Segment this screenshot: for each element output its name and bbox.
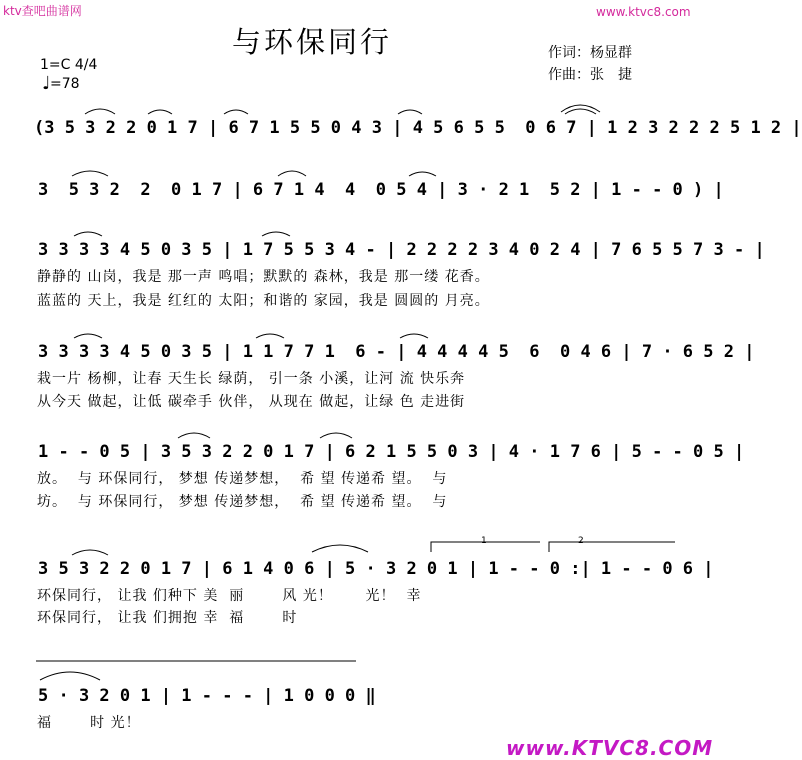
- volta-bracket-first: [431, 542, 540, 552]
- slur-mark: [40, 672, 100, 680]
- slur-mark: [262, 232, 290, 236]
- lyricist-credit: 作词：杨显群: [548, 45, 632, 61]
- notation-row-4: 3 3 3 3 4 5 0 3 5 | 1 1 7 7 1 6 - | 4 4 4 4 5 6 0 4 6 | 7 · 6 5 2 |: [38, 342, 755, 362]
- slur-mark: [256, 334, 284, 338]
- slur-mark: [85, 109, 115, 114]
- slur-mark: [278, 171, 306, 176]
- lyric-row-5-verse-1: 放。 与 环保同行， 梦想 传递梦想， 希 望 传递希 望。 与: [37, 471, 448, 487]
- lyric-row-4-verse-1: 栽一片 杨柳，让春 天生长 绿荫， 引一条 小溪，让河 流 快乐奔: [37, 371, 466, 387]
- slur-mark: [74, 334, 102, 338]
- slur-mark: [72, 171, 108, 176]
- slur-mark: [148, 110, 172, 114]
- notation-row-2: 3 5 3 2 2 0 1 7 | 6 7 1 4 4 0 5 4 | 3 · 2 1 5 2 | 1 - - 0 ) |: [38, 180, 724, 200]
- slur-mark: [565, 109, 596, 114]
- notation-row-6: 3 5 3 2 2 0 1 7 | 6 1 4 0 6 | 5 · 3 2 0 1 | 1 - - 0 :| 1 - - 0 6 |: [38, 559, 714, 579]
- lyric-row-7-verse-1: 福 时 光！: [37, 715, 141, 731]
- quarter-note-icon: ♩: [42, 73, 51, 94]
- lyric-row-6-verse-1: 环保同行， 让我 们种下 美 丽 风 光！ 光！ 幸: [37, 588, 422, 604]
- slur-mark: [320, 433, 352, 438]
- slur-mark: [398, 110, 422, 114]
- slur-mark: [224, 110, 248, 114]
- lyric-row-5-verse-2: 坊。 与 环保同行， 梦想 传递梦想， 希 望 传递希 望。 与: [37, 494, 448, 510]
- lyric-row-3-verse-1: 静静的 山岗，我是 那一声 鸣唱；默默的 森林，我是 那一缕 花香。: [37, 269, 490, 285]
- volta-bracket-second: [549, 542, 675, 552]
- notation-row-7: 5 · 3 2 0 1 | 1 - - - | 1 0 0 0 ‖: [38, 686, 376, 706]
- notation-row-5: 1 - - 0 5 | 3 5 3 2 2 0 1 7 | 6 2 1 5 5 0 3 | 4 · 1 7 6 | 5 - - 0 5 |: [38, 442, 745, 462]
- slur-mark: [74, 232, 102, 236]
- lyric-row-6-verse-2: 环保同行， 让我 们拥抱 幸 福 时: [37, 610, 298, 626]
- key-signature: 1=C 4/4: [40, 57, 98, 73]
- lyric-row-4-verse-2: 从今天 做起，让低 碳牵手 伙伴， 从现在 做起，让绿 色 走进街: [37, 394, 466, 410]
- tempo-marking: =78: [50, 76, 80, 92]
- volta-first-label: 1: [481, 536, 487, 546]
- volta-second-label: 2: [578, 536, 584, 546]
- slur-mark: [312, 545, 368, 552]
- slur-mark: [400, 334, 428, 338]
- slur-mark: [72, 550, 108, 555]
- watermark-top-right: www.ktvc8.com: [596, 5, 691, 19]
- lyric-row-3-verse-2: 蓝蓝的 天上，我是 红红的 太阳；和谐的 家园，我是 圆圆的 月亮。: [37, 293, 490, 309]
- watermark-top-left: ktv查吧曲谱网: [3, 4, 82, 18]
- slur-mark: [409, 172, 436, 176]
- composer-credit: 作曲：张 捷: [548, 67, 632, 83]
- notation-row-1: (3 5 3 2 2 0 1 7 | 6 7 1 5 5 0 4 3 | 4 5 6 5 5 0 6 7 | 1 2 3 2 2 2 5 1 2 |: [34, 118, 802, 138]
- song-title: 与环保同行: [232, 25, 393, 59]
- watermark-bottom: www.KTVC8.COM: [506, 736, 714, 760]
- notation-row-3: 3 3 3 3 4 5 0 3 5 | 1 7 5 5 3 4 - | 2 2 2 2 3 4 0 2 4 | 7 6 5 5 7 3 - |: [38, 240, 765, 260]
- slur-mark: [178, 433, 210, 438]
